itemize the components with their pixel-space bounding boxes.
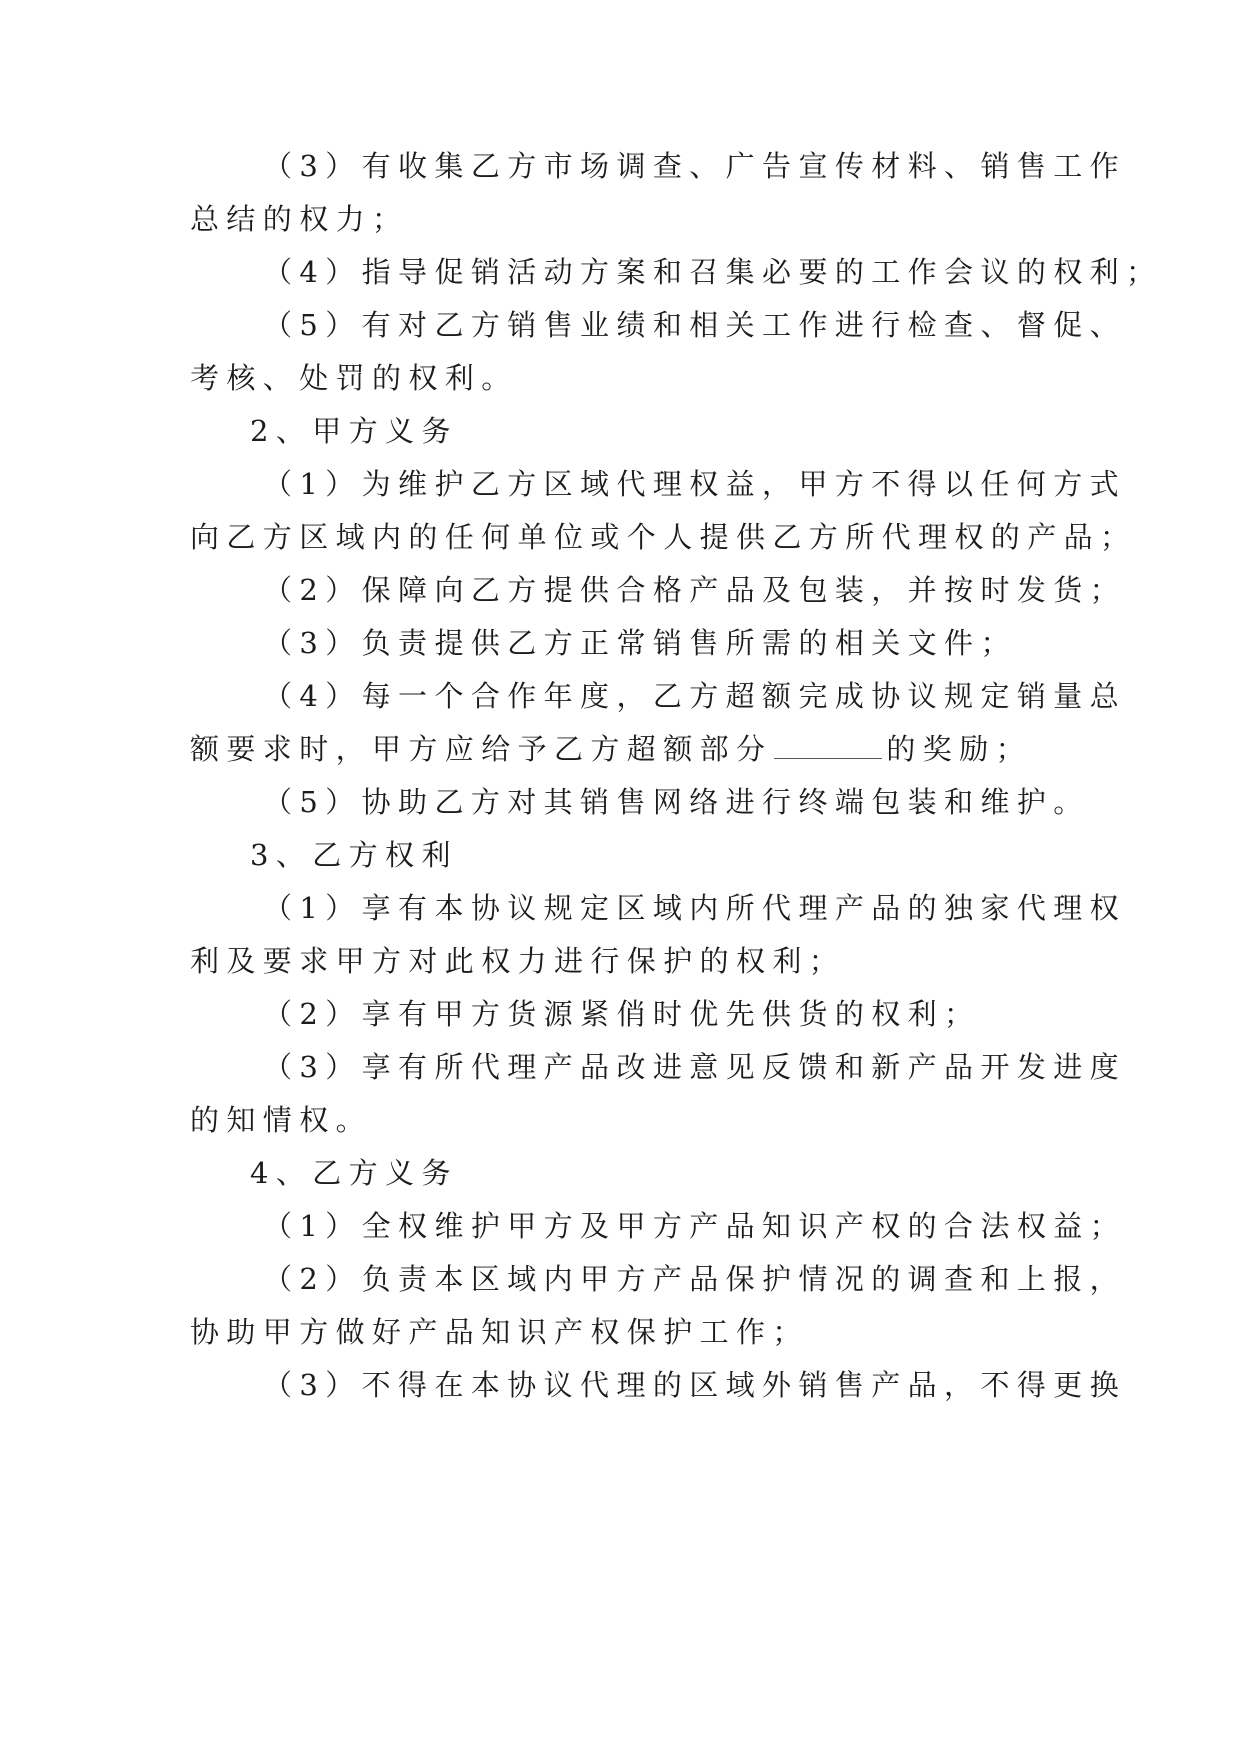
text-line: （5）有对乙方销售业绩和相关工作进行检查、督促、 <box>263 308 1127 342</box>
text-line: 协助甲方做好产品知识产权保护工作； <box>190 1315 809 1349</box>
text-line: （3）享有所代理产品改进意见反馈和新产品开发进度 <box>263 1050 1127 1084</box>
section-heading: 4、乙方义务 <box>250 1156 458 1190</box>
text-line: 利及要求甲方对此权力进行保护的权利； <box>190 944 846 978</box>
document-page <box>190 0 1163 1754</box>
text-segment: 额要求时，甲方应给予乙方超额部分 <box>190 732 773 766</box>
text-line <box>190 729 1070 769</box>
text-line: （3）不得在本协议代理的区域外销售产品，不得更换 <box>263 1368 1127 1402</box>
text-line: （4）指导促销活动方案和召集必要的工作会议的权利； <box>263 255 1163 289</box>
text-line: （3）有收集乙方市场调查、广告宣传材料、销售工作 <box>263 149 1127 183</box>
text-line: （1）全权维护甲方及甲方产品知识产权的合法权益； <box>263 1209 1127 1243</box>
text-line: 考核、处罚的权利。 <box>190 361 518 395</box>
fill-in-blank <box>774 734 882 759</box>
text-line: （5）协助乙方对其销售网络进行终端包装和维护。 <box>263 785 1090 819</box>
text-segment: 的奖励； <box>886 732 1033 766</box>
text-line: 向乙方区域内的任何单位或个人提供乙方所代理权的产品； <box>190 520 1137 554</box>
text-line: （1）享有本协议规定区域内所代理产品的独家代理权 <box>263 891 1127 925</box>
text-line: （2）负责本区域内甲方产品保护情况的调查和上报， <box>263 1262 1127 1296</box>
text-line: （1）为维护乙方区域代理权益，甲方不得以任何方式 <box>263 467 1127 501</box>
section-heading: 3、乙方权利 <box>250 838 458 872</box>
text-line: 总结的权力； <box>190 202 409 236</box>
text-line: （2）保障向乙方提供合格产品及包装，并按时发货； <box>263 573 1127 607</box>
text-line: （2）享有甲方货源紧俏时优先供货的权利； <box>263 997 981 1031</box>
section-heading: 2、甲方义务 <box>250 414 458 448</box>
text-line: （4）每一个合作年度，乙方超额完成协议规定销量总 <box>263 679 1127 713</box>
text-line: 的知情权。 <box>190 1103 373 1137</box>
text-line: （3）负责提供乙方正常销售所需的相关文件； <box>263 626 1017 660</box>
